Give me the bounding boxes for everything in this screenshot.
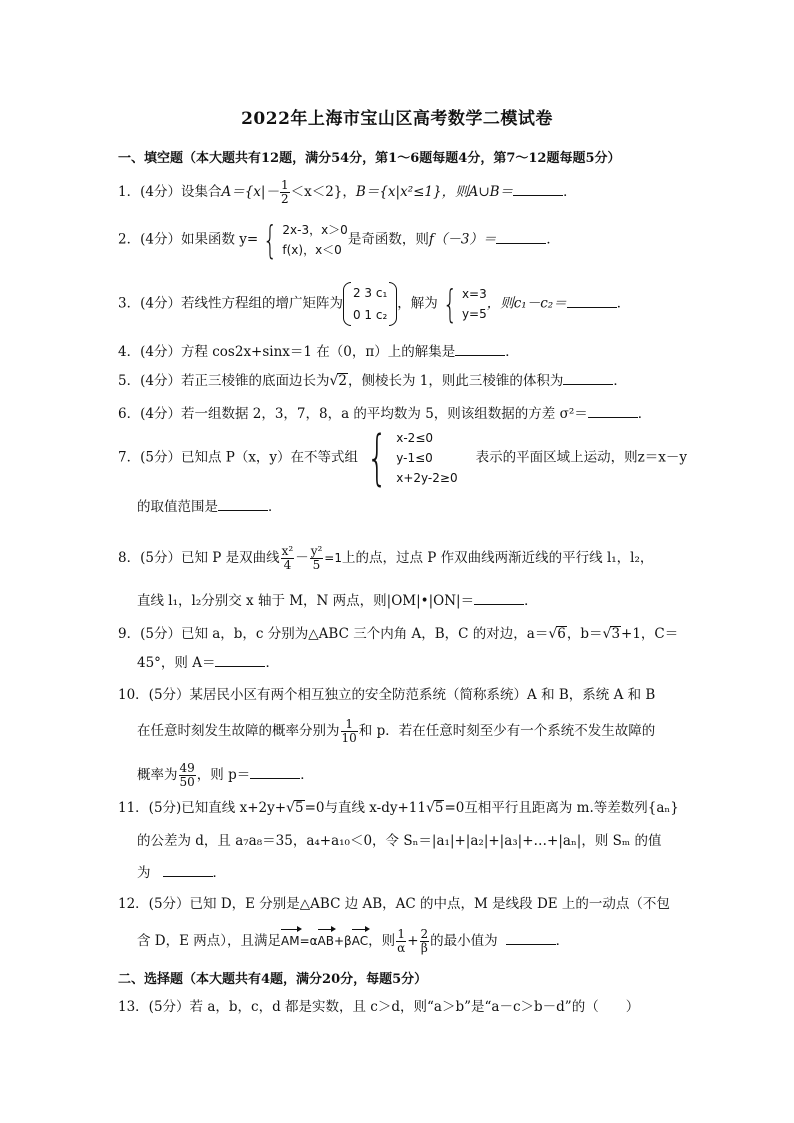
question-10-line2: 在任意时刻发生故障的概率分别为 $\frac{1}{10}$ 和 p．若在任意时刻至少有一个系统不发生故障的 [137,717,656,745]
vector-am: AM [281,934,300,948]
question-6: 6．(4分）若一组数据 2，3，7，8，a 的平均数为 5，则该组数据的方差 σ²＝ ． [118,406,652,422]
question-9: 9．(5分）已知 a，b，c 分别为△ABC 三个内角 A，B，C 的对边，a＝√6，b＝√3+1，C＝ [118,626,679,642]
vector-ac: AC [351,934,369,948]
answer-blank [567,295,617,308]
question-13: 13．(5分）若 a，b，c，d 都是实数，且 c＞d，则“a＞b”是“a－c＞b－d”的（ ） [118,999,640,1015]
question-8: 8．(5分）已知 P 是双曲线 $\frac{\text{x²}}{4}$ － $\frac{\text{y²}}{5}$ =1上的点，过点 P 作双曲线两渐近线的平行线 l₁，l₂， [118,544,654,572]
answer-blank [250,766,300,779]
question-7-cont: 的取值范围是 ． [137,499,282,515]
fraction-half: $\frac{1}{2}$ [280,178,289,206]
answer-blank [218,498,268,511]
question-9-cont: 45°，则 A＝ ． [137,655,279,671]
answer-blank [496,231,546,244]
section-choice-heading: 二、选择题（本大题共有4题，满分20分，每题5分） [118,972,428,987]
question-8-cont: 直线 l₁，l₂分别交 x 轴于 M，N 两点，则|OM|•|ON|＝ ． [137,593,538,609]
question-10-line3: 概率为 $\frac{49}{50}$ ，则 p＝ ． [137,761,314,789]
answer-blank [506,932,556,945]
question-1: 1．(4分）设集合A＝{x|－ $\frac{1}{2}$ ＜x＜2}，B＝{x|x²≤1}，则A∪B＝ ． [118,178,577,206]
question-2: 2．(4分）如果函数 y= { 2x-3，x＞0 f(x)，x＜0 是奇函数，则f（－3）＝ ． [118,218,560,262]
question-4: 4．(4分）方程 cos2x+sinx＝1 在（0，π）上的解集是 ． [118,344,519,360]
answer-blank [563,372,613,385]
question-12-line2: 含 D，E 两点），且满足AM=αAB+βAC，则 $\frac{1}{\alpha}$ + $\frac{2}{\beta}$ 的最小值为 ． [137,927,570,955]
section-fill-in-heading: 一、填空题（本大题共有12题，满分54分，第1～6题每题4分，第7～12题每题5分） [118,151,621,166]
answer-blank [474,592,524,605]
answer-blank [588,405,638,418]
page-title: 2022年上海市宝山区高考数学二模试卷 [241,109,553,129]
question-11-line3: 为 ． [137,865,226,881]
vector-ab: AB [317,934,334,948]
question-11: 11．(5分)已知直线 x+2y+√5=0与直线 x-dy+11√5=0互相平行且距离为 m.等差数列{aₙ} [118,800,679,816]
augmented-matrix: 2 3 c₁ 0 1 c₂ [343,282,397,326]
question-10: 10．(5分）某居民小区有两个相互独立的安全防范系统（简称系统）A 和 B，系统 A 和 B [118,687,656,703]
answer-blank [163,864,213,877]
question-12: 12．(5分）已知 D，E 分别是△ABC 边 AB，AC 的中点，M 是线段 DE 上的一动点（不包 [118,896,670,912]
answer-blank [215,654,265,667]
question-7: 7．(5分）已知点 P（x，y）在不等式组 { x-2≤0 y-1≤0 x+2y-2≥0 表示的平面区域上运动，则z＝x－y [118,423,687,493]
question-3: 3．(4分）若线性方程组的增广矩阵为 2 3 c₁ 0 1 c₂ ，解为 { x=3 y=5 ，则c₁－c₂＝ ． [118,282,631,326]
question-11-line2: 的公差为 d，且 a₇a₈＝35，a₄+a₁₀＜0，令 Sₙ＝|a₁|+|a₂|+|a₃|+…+|aₙ|，则 Sₘ 的值 [137,833,662,849]
question-5: 5．(4分）若正三棱锥的底面边长为√2，侧棱长为 1，则此三棱锥的体积为 ． [118,373,627,389]
answer-blank [455,343,505,356]
answer-blank [513,183,563,196]
